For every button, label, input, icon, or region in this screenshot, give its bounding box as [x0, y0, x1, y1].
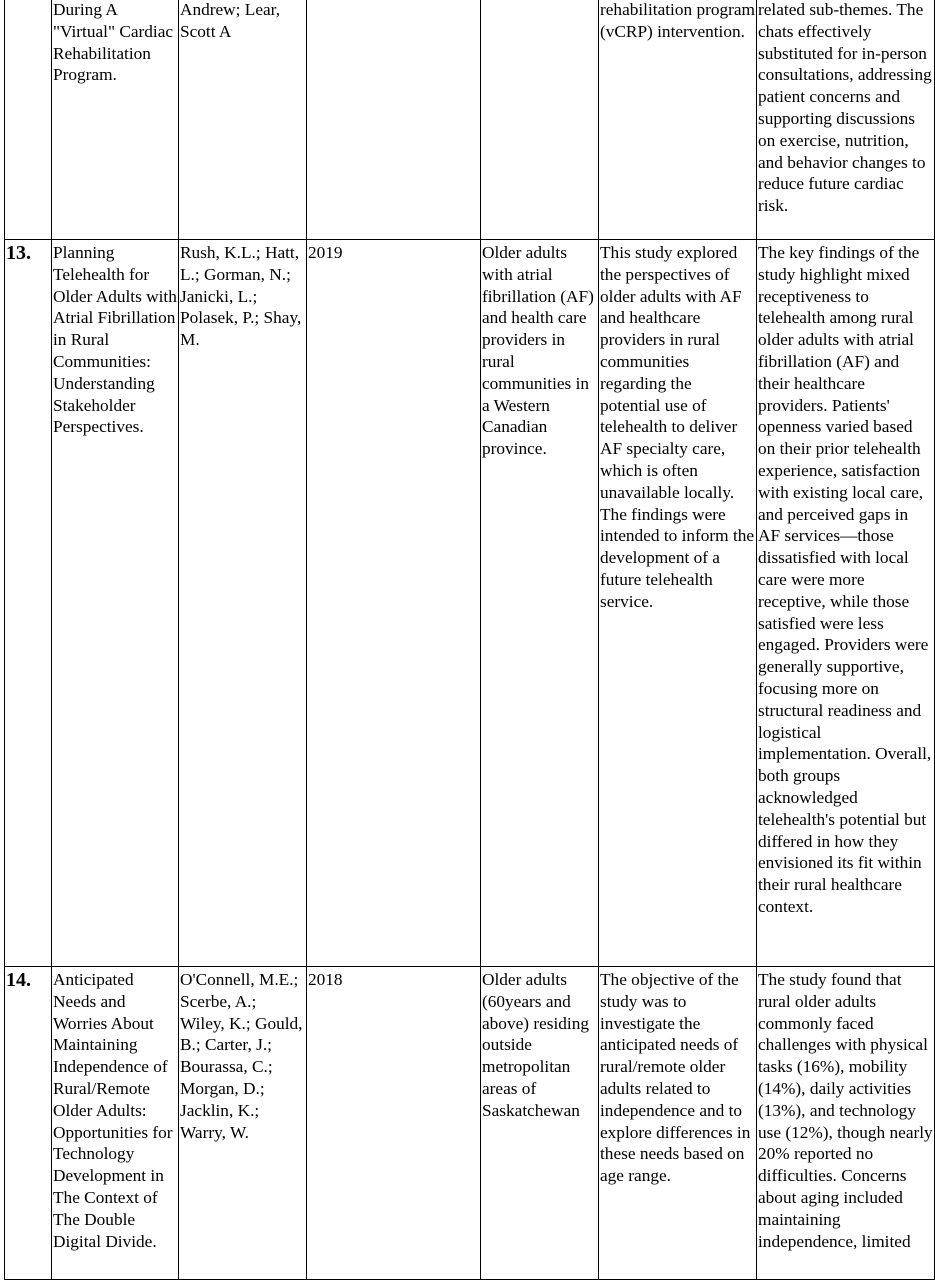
study-population: Older adults (60years and above) residing outside metropolitan areas of Saskatchewan: [481, 967, 599, 1280]
table-row: [5, 967, 935, 1280]
study-objective: This study explored the perspectives of older adults with AF and healthcare providers in rural communities regarding the potential use of telehealth to deliver AF specialty care, which is often unavailable locally. The findings were intended to inform the development of a future telehealth service.: [599, 240, 757, 967]
study-authors: Andrew; Lear, Scott A: [179, 0, 307, 240]
literature-review-table: [4, 0, 935, 1280]
study-title: Planning Telehealth for Older Adults with Atrial Fibrillation in Rural Communities: Understanding Stakeholder Perspectives.: [52, 240, 179, 967]
study-title: Anticipated Needs and Worries About Maintaining Independence of Rural/Remote Older Adults: Opportunities for Technology Development in The Context of The Double Digital Divide.: [52, 967, 179, 1280]
study-findings: The study found that rural older adults commonly faced challenges with physical tasks (16%), mobility (14%), daily activities (13%), and technology use (12%), though nearly 20% reported no difficulties. Concerns about aging included maintaining independence, limited: [757, 967, 935, 1280]
study-year: [307, 0, 481, 240]
table-row: [5, 0, 935, 240]
study-authors: O'Connell, M.E.; Scerbe, A.; Wiley, K.; Gould, B.; Carter, J.; Bourassa, C.; Morgan, D.; Jacklin, K.; Warry, W.: [179, 967, 307, 1280]
study-number: 13.: [5, 240, 52, 967]
study-population: [481, 0, 599, 240]
study-number: 14.: [5, 967, 52, 1280]
study-objective: rehabilitation program (vCRP) intervention.: [599, 0, 757, 240]
study-year: 2018: [307, 967, 481, 1280]
study-findings: related sub-themes. The chats effectively substituted for in-person consultations, addressing patient concerns and supporting discussions on exercise, nutrition, and behavior changes to reduce future cardiac risk.: [757, 0, 935, 240]
table-row: [5, 240, 935, 967]
study-year: 2019: [307, 240, 481, 967]
study-objective: The objective of the study was to investigate the anticipated needs of rural/remote older adults related to independence and to explore differences in these needs based on age range.: [599, 967, 757, 1280]
study-title: During A "Virtual" Cardiac Rehabilitation Program.: [52, 0, 179, 240]
study-population: Older adults with atrial fibrillation (AF) and health care providers in rural communities in a Western Canadian province.: [481, 240, 599, 967]
study-number: [5, 0, 52, 240]
study-authors: Rush, K.L.; Hatt, L.; Gorman, N.; Janicki, L.; Polasek, P.; Shay, M.: [179, 240, 307, 967]
study-findings: The key findings of the study highlight mixed receptiveness to telehealth among rural older adults with atrial fibrillation (AF) and their healthcare providers. Patients' openness varied based on their prior telehealth experience, satisfaction with existing local care, and perceived gaps in AF services—those dissatisfied with local care were more receptive, while those satisfied were less engaged. Providers were generally supportive, focusing more on structural readiness and logistical implementation. Overall, both groups acknowledged telehealth's potential but differed in how they envisioned its fit within their rural healthcare context.: [757, 240, 935, 967]
